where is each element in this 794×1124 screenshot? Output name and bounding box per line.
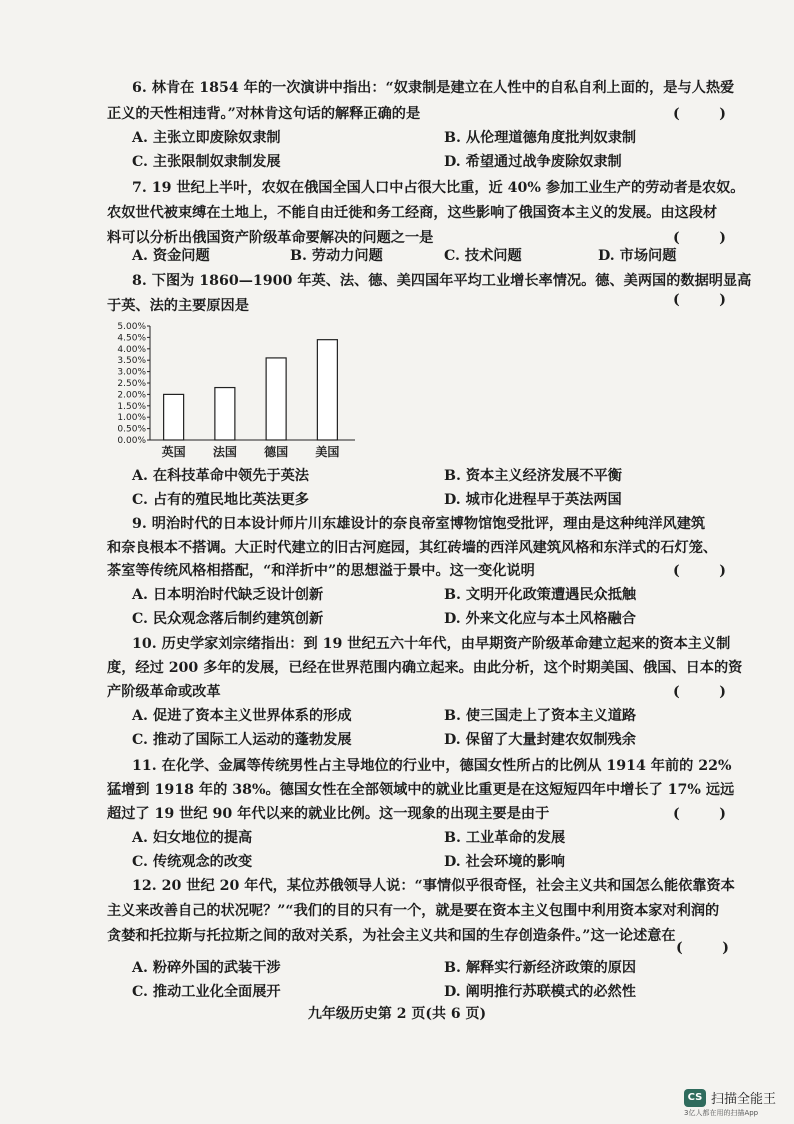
q8-option-a: A. 在科技革命中领先于英法: [132, 468, 309, 484]
q6-paren: ( ): [673, 106, 726, 122]
q11-option-b: B. 工业革命的发展: [444, 830, 566, 846]
q11-option-c: C. 传统观念的改变: [132, 854, 253, 870]
bar-4: [317, 340, 337, 440]
scanner-logo-icon: CS: [684, 1089, 706, 1107]
page-footer: 九年级历史第 2 页(共 6 页): [307, 1006, 487, 1022]
x-tick-label: 英国: [161, 445, 186, 459]
y-tick-label: 4.00%: [117, 344, 146, 355]
q9-line3: 茶室等传统风格相搭配，“和洋折中”的思想溢于景中。这一变化说明: [107, 563, 535, 579]
scanner-badge: [684, 1088, 776, 1107]
bar-3: [266, 358, 286, 440]
q6-option-c: C. 主张限制奴隶制发展: [132, 154, 281, 170]
q10-paren: ( ): [673, 684, 726, 700]
q12-option-b: B. 解释实行新经济政策的原因: [444, 960, 637, 976]
q9-paren: ( ): [673, 563, 726, 579]
y-tick-label: 3.00%: [117, 367, 146, 378]
y-tick-label: 1.00%: [117, 413, 146, 424]
q12-option-c: C. 推动工业化全面展开: [132, 984, 281, 1000]
q7-paren: ( ): [673, 230, 726, 246]
q7-line3: 料可以分析出俄国资产阶级革命要解决的问题之一是: [107, 230, 434, 246]
q10-option-a: A. 促进了资本主义世界体系的形成: [132, 708, 352, 724]
q6-line2: 正义的天性相违背。”对林肯这句话的解释正确的是: [107, 106, 421, 122]
scanner-tagline: 3亿人都在用的扫描App: [684, 1109, 759, 1117]
y-tick-label: 0.50%: [117, 424, 146, 435]
bar-1: [164, 394, 184, 440]
q11-option-a: A. 妇女地位的提高: [132, 830, 253, 846]
q8-option-c: C. 占有的殖民地比英法更多: [132, 492, 309, 508]
q11-line1: 11. 在化学、金属等传统男性占主导地位的行业中，德国女性所占的比例从 1914 年前的 22%: [132, 758, 732, 774]
bar-2: [215, 388, 235, 440]
y-tick-label: 4.50%: [117, 333, 146, 344]
q8-option-d: D. 城市化进程早于英法两国: [444, 492, 622, 508]
q10-option-c: C. 推动了国际工人运动的蓬勃发展: [132, 732, 352, 748]
q7-option-c: C. 技术问题: [444, 248, 522, 264]
q7-option-b: B. 劳动力问题: [290, 248, 383, 264]
y-tick-label: 0.00%: [117, 436, 146, 446]
y-tick-label: 2.00%: [117, 390, 146, 401]
q12-paren: ( ): [676, 940, 729, 956]
q6-option-a: A. 主张立即废除奴隶制: [132, 130, 281, 146]
q7-line2: 农奴世代被束缚在土地上，不能自由迁徙和务工经商，这些影响了俄国资本主义的发展。由这段材: [107, 205, 718, 221]
q10-option-b: B. 使三国走上了资本主义道路: [444, 708, 637, 724]
q10-line2: 度，经过 200 多年的发展，已经在世界范围内确立起来。由此分析，这个时期美国、俄国、日本的资: [107, 660, 743, 676]
q9-option-b: B. 文明开化政策遭遇民众抵触: [444, 587, 637, 603]
q12-line3: 贪婪和托拉斯与托拉斯之间的敌对关系，为社会主义共和国的生存创造条件。”这一论述意在: [107, 928, 676, 944]
q8-paren: ( ): [673, 292, 726, 308]
q12-option-d: D. 阐明推行苏联模式的必然性: [444, 984, 636, 1000]
q11-line3: 超过了 19 世纪 90 年代以来的就业比例。这一现象的出现主要是由于: [107, 806, 550, 822]
q6-option-b: B. 从伦理道德角度批判奴隶制: [444, 130, 637, 146]
scanner-name: 扫描全能王: [711, 1092, 777, 1107]
q9-line2: 和奈良根本不搭调。大正时代建立的旧古河庭园，其红砖墙的西洋风建筑风格和东洋式的石灯笼、: [107, 540, 718, 556]
q8-line2: 于英、法的主要原因是: [107, 298, 249, 314]
y-tick-label: 1.50%: [117, 401, 146, 412]
y-tick-label: 5.00%: [117, 322, 146, 332]
q12-option-a: A. 粉碎外国的武装干涉: [132, 960, 281, 976]
y-tick-label: 3.50%: [117, 356, 146, 367]
q9-option-d: D. 外来文化应与本土风格融合: [444, 611, 636, 627]
q12-line2: 主义来改善自己的状况呢？”“我们的目的只有一个，就是要在资本主义包围中利用资本家对利润的: [107, 903, 720, 919]
q9-option-c: C. 民众观念落后制约建筑创新: [132, 611, 324, 627]
q10-option-d: D. 保留了大量封建农奴制残余: [444, 732, 636, 748]
growth-rate-bar-chart: [110, 318, 370, 462]
q8-option-b: B. 资本主义经济发展不平衡: [444, 468, 622, 484]
x-tick-label: 德国: [264, 445, 289, 459]
q12-line1: 12. 20 世纪 20 年代，某位苏俄领导人说：“事情似乎很奇怪，社会主义共和国怎么能依靠资本: [132, 878, 735, 894]
x-tick-label: 美国: [315, 445, 340, 459]
q6-option-d: D. 希望通过战争废除奴隶制: [444, 154, 622, 170]
q11-option-d: D. 社会环境的影响: [444, 854, 565, 870]
q8-line1: 8. 下图为 1860—1900 年英、法、德、美四国年平均工业增长率情况。德、美两国的数据明显高: [132, 273, 752, 289]
q10-line1: 10. 历史学家刘宗绪指出：到 19 世纪五六十年代，由早期资产阶级革命建立起来的资本主义制: [132, 636, 731, 652]
q11-line2: 猛增到 1918 年的 38%。德国女性在全部领域中的就业比重更是在这短短四年中增长了 17% 远远: [107, 782, 735, 798]
q11-paren: ( ): [673, 806, 726, 822]
q9-line1: 9. 明治时代的日本设计师片川东雄设计的奈良帝室博物馆饱受批评，理由是这种纯洋风建筑: [132, 516, 706, 532]
q7-option-d: D. 市场问题: [598, 248, 677, 264]
q6-line1: 6. 林肯在 1854 年的一次演讲中指出：“奴隶制是建立在人性中的自私自利上面的，是与人热爱: [132, 80, 735, 96]
q9-option-a: A. 日本明治时代缺乏设计创新: [132, 587, 324, 603]
q7-line1: 7. 19 世纪上半叶，农奴在俄国全国人口中占很大比重，近 40% 参加工业生产的劳动者是农奴。: [132, 180, 745, 196]
q10-line3: 产阶级革命或改革: [107, 684, 221, 700]
q7-option-a: A. 资金问题: [132, 248, 210, 264]
y-tick-label: 2.50%: [117, 379, 146, 389]
x-tick-label: 法国: [212, 445, 237, 459]
